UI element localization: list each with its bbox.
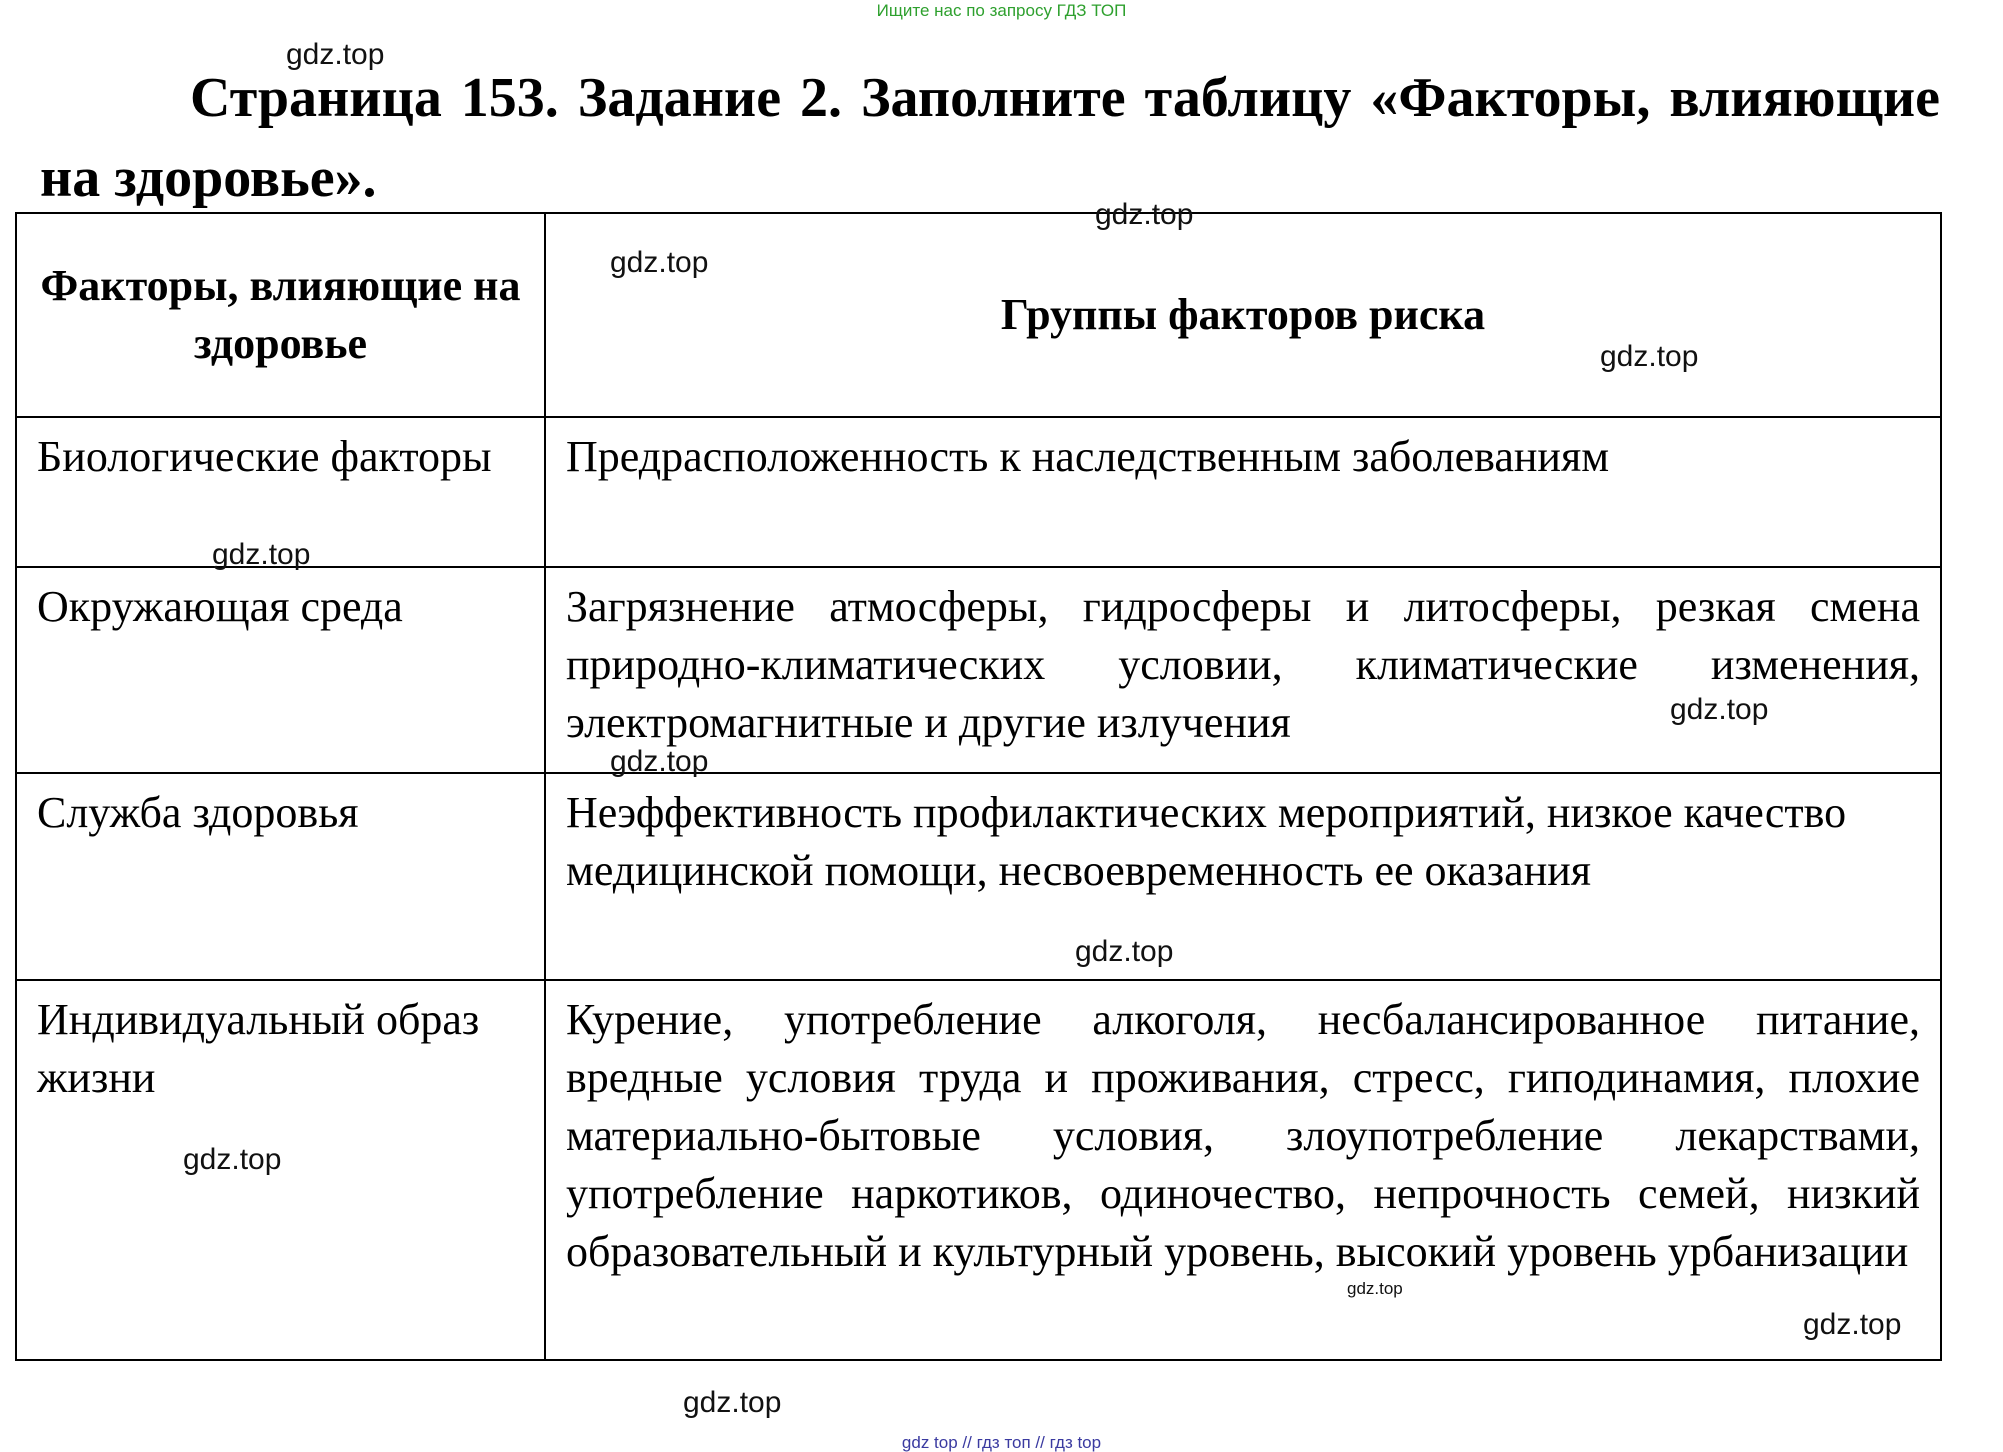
- watermark: gdz.top: [286, 38, 385, 71]
- table-row: [16, 773, 1941, 980]
- header-risk-groups: Группы факторов риска: [545, 213, 1941, 417]
- watermark: gdz.top: [1803, 1308, 1902, 1341]
- footer-links[interactable]: gdz top // гдз топ // гдз top: [901, 1433, 1102, 1452]
- watermark: gdz.top: [1075, 935, 1174, 968]
- factor-cell: Индивидуальный образ жизни: [16, 980, 545, 1360]
- watermark: gdz.top: [1600, 340, 1699, 373]
- watermark: gdz.top: [1095, 198, 1194, 231]
- watermark: gdz.top: [1670, 693, 1769, 726]
- watermark: gdz.top: [1347, 1279, 1403, 1298]
- factor-cell: Окружающая среда: [16, 567, 545, 773]
- top-banner-link[interactable]: Ищите нас по запросу ГДЗ ТОП: [876, 1, 1127, 20]
- table-header-row: [16, 213, 1941, 417]
- watermark: gdz.top: [212, 538, 311, 571]
- factor-cell: Служба здоровья: [16, 773, 545, 980]
- factor-cell: Биологические факторы: [16, 417, 545, 567]
- watermark: gdz.top: [183, 1143, 282, 1176]
- risk-cell: Предрасположенность к наследственным заболеваниям: [545, 417, 1941, 567]
- table-row: [16, 567, 1941, 773]
- page-heading: Страница 153. Задание 2. Заполните таблицу «Факторы, влияющие на здоровье».: [40, 67, 1940, 209]
- health-factors-table: [15, 212, 1942, 1361]
- header-factors: Факторы, влияющие на здоровье: [16, 213, 545, 417]
- risk-cell: Курение, употребление алкоголя, несбалансированное питание, вредные условия труда и проживания, стресс, гиподинамия, плохие материально-бытовые условия, злоупотребление лекарствами, употребление наркотиков, одиночество, непрочность семей, низкий образовательный и культурный уровень, высокий уровень урбанизации: [545, 980, 1941, 1360]
- table-row: [16, 980, 1941, 1360]
- watermark: gdz.top: [683, 1386, 782, 1419]
- watermark: gdz.top: [610, 246, 709, 279]
- watermark: gdz.top: [610, 745, 709, 778]
- risk-cell: Неэффективность профилактических мероприятий, низкое качество медицинской помощи, несвоевременность ее оказания: [545, 773, 1941, 980]
- risk-cell: Загрязнение атмосферы, гидросферы и литосферы, резкая смена природно-климатических условии, климатические изменения, электромагнитные и другие излучения: [545, 567, 1941, 773]
